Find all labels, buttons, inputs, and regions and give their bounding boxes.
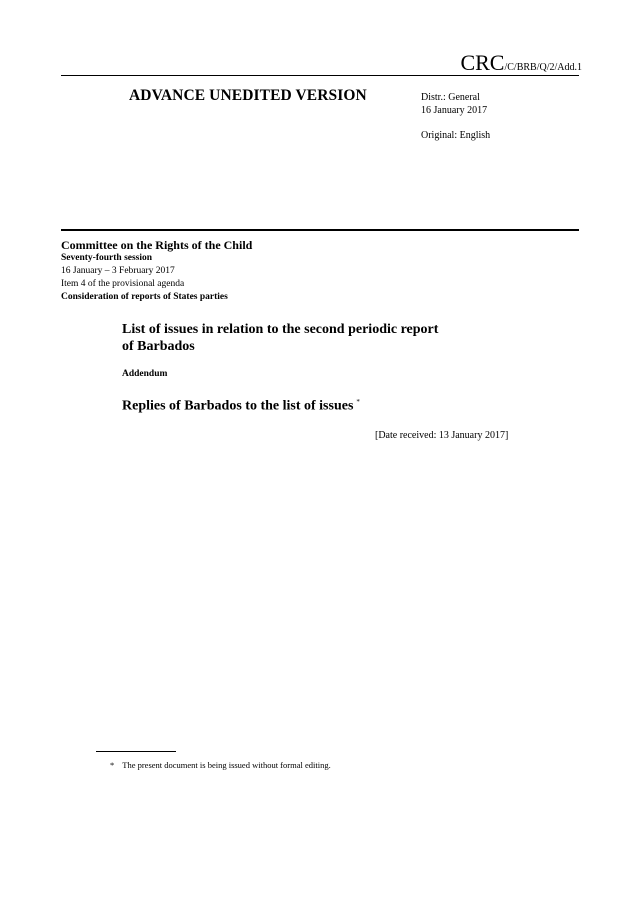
footnote-text: The present document is being issued without formal editing.	[122, 760, 331, 770]
footnote-mark: *	[110, 760, 115, 770]
document-title-line-1: List of issues in relation to the second periodic report	[122, 322, 439, 337]
addendum-label: Addendum	[122, 369, 168, 379]
symbol-suffix: /C/BRB/Q/2/Add.1	[504, 62, 582, 73]
replies-title-text: Replies of Barbados to the list of issues	[122, 398, 354, 414]
session-dates: 16 January – 3 February 2017	[61, 266, 175, 276]
distribution-line: Distr.: General	[421, 92, 480, 103]
footnote-rule	[96, 751, 176, 752]
distribution-block	[421, 91, 487, 117]
consideration-heading: Consideration of reports of States parties	[61, 292, 228, 302]
header-rule	[61, 75, 579, 76]
committee-name: Committee on the Rights of the Child	[61, 238, 253, 252]
footnote	[110, 760, 331, 770]
date-received: [Date received: 13 January 2017]	[375, 430, 509, 441]
section-rule	[61, 229, 579, 231]
replies-title	[122, 398, 360, 415]
document-symbol	[460, 52, 582, 74]
document-title-line-2: of Barbados	[122, 339, 195, 354]
agenda-item: Item 4 of the provisional agenda	[61, 279, 185, 289]
date-line: 16 January 2017	[421, 105, 488, 116]
symbol-main: CRC	[460, 50, 505, 75]
footnote-reference: *	[356, 398, 360, 406]
session-name: Seventy-fourth session	[61, 253, 153, 263]
version-label: ADVANCE UNEDITED VERSION	[129, 87, 367, 104]
original-language: Original: English	[421, 130, 491, 141]
